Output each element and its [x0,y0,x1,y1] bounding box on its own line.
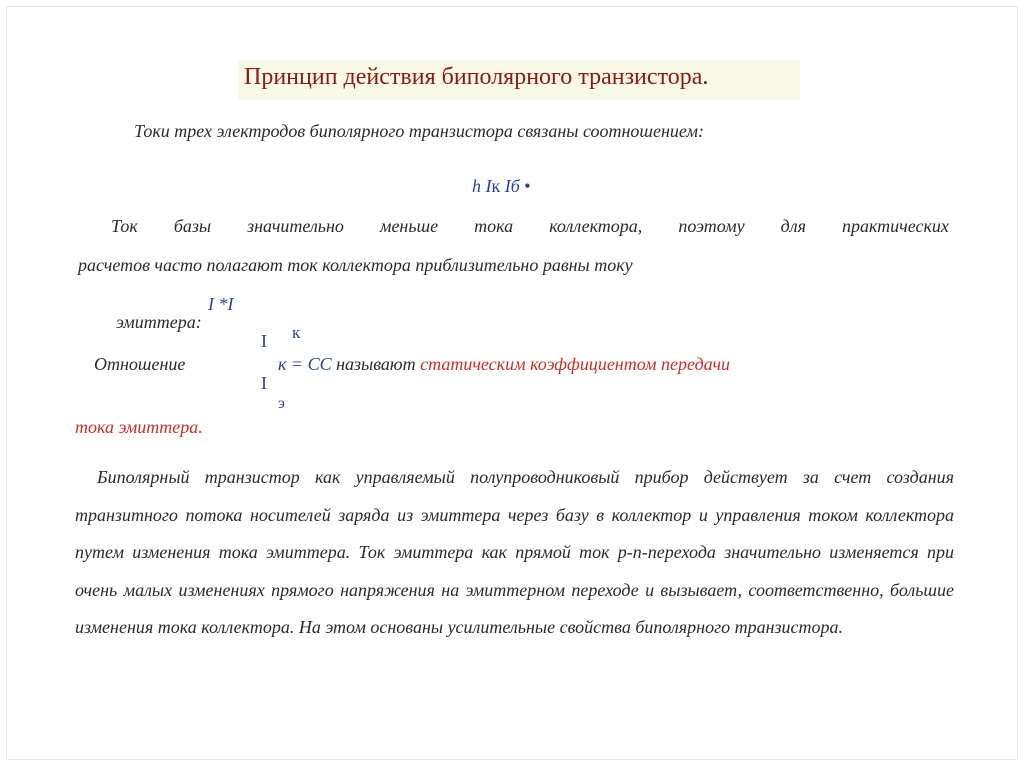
slide-frame [6,6,1018,760]
base-line-1: Ток базы значительно меньше тока коллектора, поэтому для практических [111,216,949,236]
main-paragraph: Биполярный транзистор как управляемый полупроводниковый прибор действует за счет создания транзитного потока носителей заряда из эмиттера через базу в коллектор и управления током коллектора путем изменения тока эмиттера. Ток эмиттера как прямой ток p-n-перехода значительно изменяется при очень малых изменениях прямого напряжения на эмиттерном переходе и вызывает, соответственно, большие изменения тока коллектора. На этом основаны усилительные свойства биполярного транзистора. [75,467,954,637]
intro-text: Токи трех электродов биполярного транзистора связаны соотношением: [134,121,704,141]
ratio-numerator: I [261,331,267,351]
ratio-denominator: I [261,373,267,393]
ratio-expression: к = CC называют статическим коэффициентом передачи [278,354,731,374]
fraction-top-label: I *I [208,294,234,314]
ratio-k-superscript: к [292,323,301,342]
base-line-2: расчетов часто полагают ток коллектора приблизительно равны току [78,255,633,275]
term-end: тока эмиттера. [75,417,203,437]
emitter-word: эмиттера: [116,312,202,332]
formula: h Iк Iб • [472,176,531,196]
ratio-e-subscript: э [278,395,285,412]
slide-title: Принцип действия биполярного транзистора. [244,64,709,90]
relation-word: Отношение [94,354,186,374]
